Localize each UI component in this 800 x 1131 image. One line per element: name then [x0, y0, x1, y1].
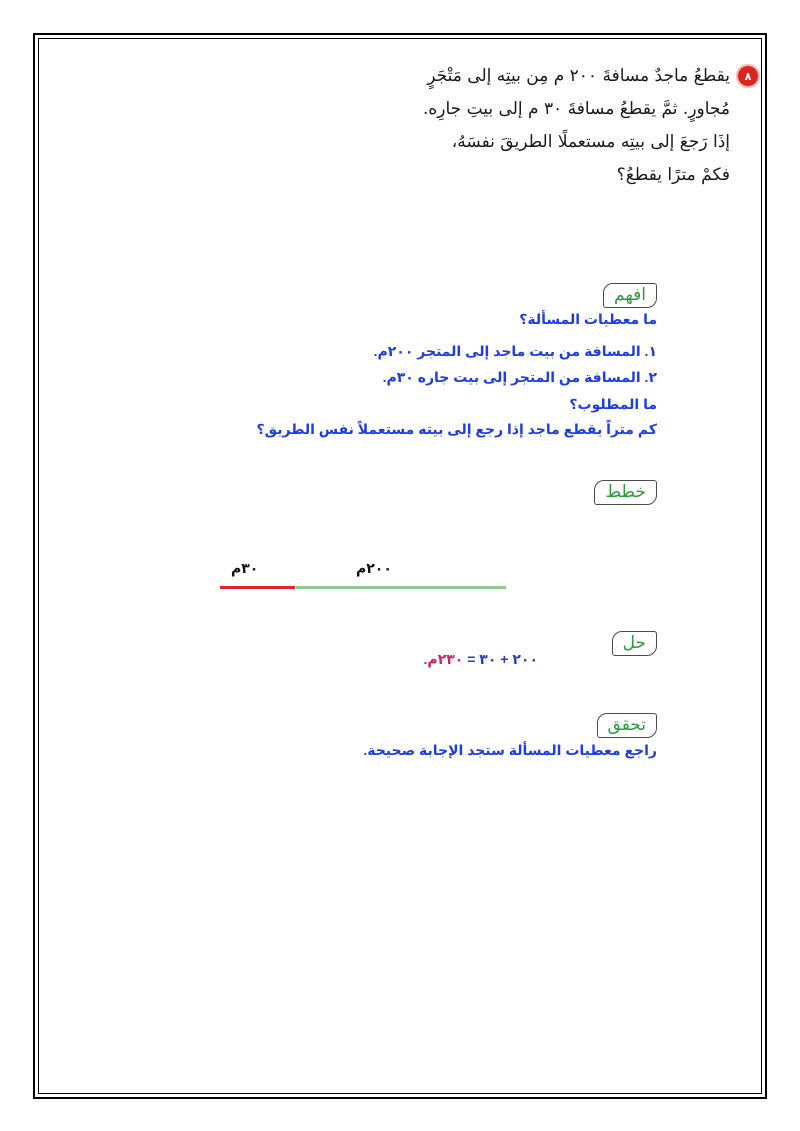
equation-expression: ٢٠٠ + ٣٠ =	[463, 651, 538, 667]
problem-statement	[170, 60, 730, 192]
solution-equation	[424, 651, 538, 668]
givens-question: ما معطيات المسألة؟	[519, 311, 657, 327]
page-border-inner	[38, 38, 762, 1094]
segment-30-line	[220, 586, 295, 589]
problem-line-3: إذَا رَجعَ إلى بيتِه مستعملًا الطريقَ نفسَهُ،	[451, 132, 730, 152]
problem-line-4: فكمْ مترًا يقطعُ؟	[616, 165, 730, 185]
solve-tag: حل	[612, 631, 657, 656]
required-question: ما المطلوب؟	[569, 396, 657, 412]
problem-number: ٨	[744, 69, 752, 83]
segment-label-200: ٢٠٠م	[356, 560, 392, 576]
check-tag: تحقق	[597, 713, 657, 738]
equation-result: ٢٣٠م.	[423, 651, 464, 667]
plan-tag: خطط	[594, 480, 657, 505]
check-text: راجع معطيات المسألة ستجد الإجابة صحيحة.	[363, 742, 657, 758]
segment-label-30: ٣٠م	[231, 560, 259, 576]
problem-line-1: يقطعُ ماجدٌ مسافةَ ٢٠٠ م مِن بيتِه إلى مَتْجَرٍ	[427, 66, 730, 86]
problem-number-badge	[738, 66, 758, 86]
required-text: كم متراً يقطع ماجد إذا رجع إلى بيته مستعملاً نفس الطريق؟	[256, 421, 657, 437]
segment-200-line	[296, 586, 506, 589]
given-1: ١. المسافة من بيت ماجد إلى المتجر ٢٠٠م.	[373, 343, 657, 359]
understand-tag: افهم	[603, 283, 657, 308]
given-2: ٢. المسافة من المتجر إلى بيت جاره ٣٠م.	[382, 369, 657, 385]
problem-line-2: مُجاورٍ. ثمَّ يقطعُ مسافةَ ٣٠ م إلى بيتِ جارِه.	[422, 99, 730, 119]
